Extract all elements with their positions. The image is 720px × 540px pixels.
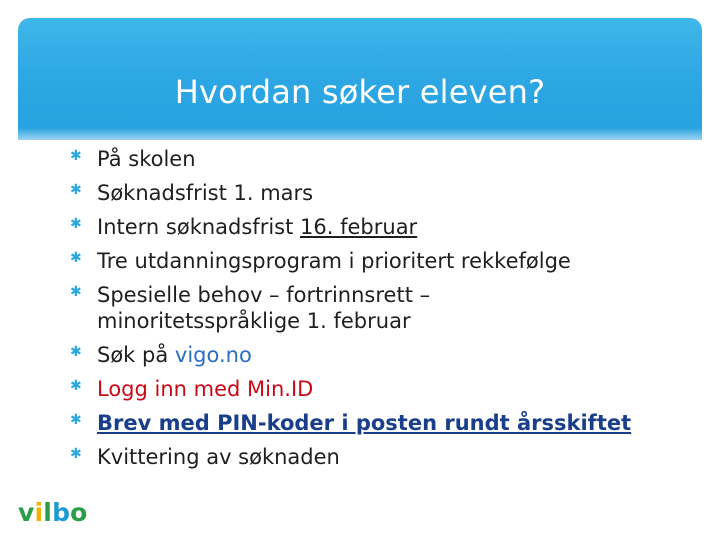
bullet-item xyxy=(70,444,690,470)
bullet-item xyxy=(70,214,690,240)
bullet-line-1: Spesielle behov – fortrinnsrett – xyxy=(97,283,431,307)
slide-title: Hvordan søker eleven? xyxy=(174,73,546,111)
bullet-list xyxy=(70,146,690,478)
asterisk-bullet-icon: ✱ xyxy=(70,344,82,360)
bullet-item xyxy=(70,248,690,274)
title-banner xyxy=(18,18,702,140)
bullet-text: Kvittering av søknaden xyxy=(97,445,340,469)
bullet-text: Tre utdanningsprogram i prioritert rekkefølge xyxy=(97,249,571,273)
bullet-emphasis: 16. februar xyxy=(300,215,418,239)
asterisk-bullet-icon: ✱ xyxy=(70,446,82,462)
vigo-link[interactable]: vigo.no xyxy=(174,343,252,367)
bullet-item xyxy=(70,376,690,402)
asterisk-bullet-icon: ✱ xyxy=(70,182,82,198)
asterisk-bullet-icon: ✱ xyxy=(70,378,82,394)
bullet-text: Logg inn med Min.ID xyxy=(97,377,314,401)
bullet-line-2: minoritetsspråklige 1. februar xyxy=(97,309,411,333)
bullet-item xyxy=(70,180,690,206)
asterisk-bullet-icon: ✱ xyxy=(70,412,82,428)
bullet-item xyxy=(70,410,690,436)
bullet-item xyxy=(70,342,690,368)
bullet-prefix: Intern søknadsfrist xyxy=(97,215,301,239)
bullet-text: Brev med PIN-koder i posten rundt årsskiftet xyxy=(97,411,632,435)
bullet-text: Søknadsfrist 1. mars xyxy=(97,181,314,205)
asterisk-bullet-icon: ✱ xyxy=(70,148,82,164)
bullet-text: På skolen xyxy=(97,147,196,171)
asterisk-bullet-icon: ✱ xyxy=(70,284,82,300)
asterisk-bullet-icon: ✱ xyxy=(70,216,82,232)
vilbo-logo: vilbo xyxy=(18,498,88,527)
bullet-item xyxy=(70,282,690,334)
bullet-item xyxy=(70,146,690,172)
asterisk-bullet-icon: ✱ xyxy=(70,250,82,266)
bullet-prefix: Søk på xyxy=(97,343,175,367)
